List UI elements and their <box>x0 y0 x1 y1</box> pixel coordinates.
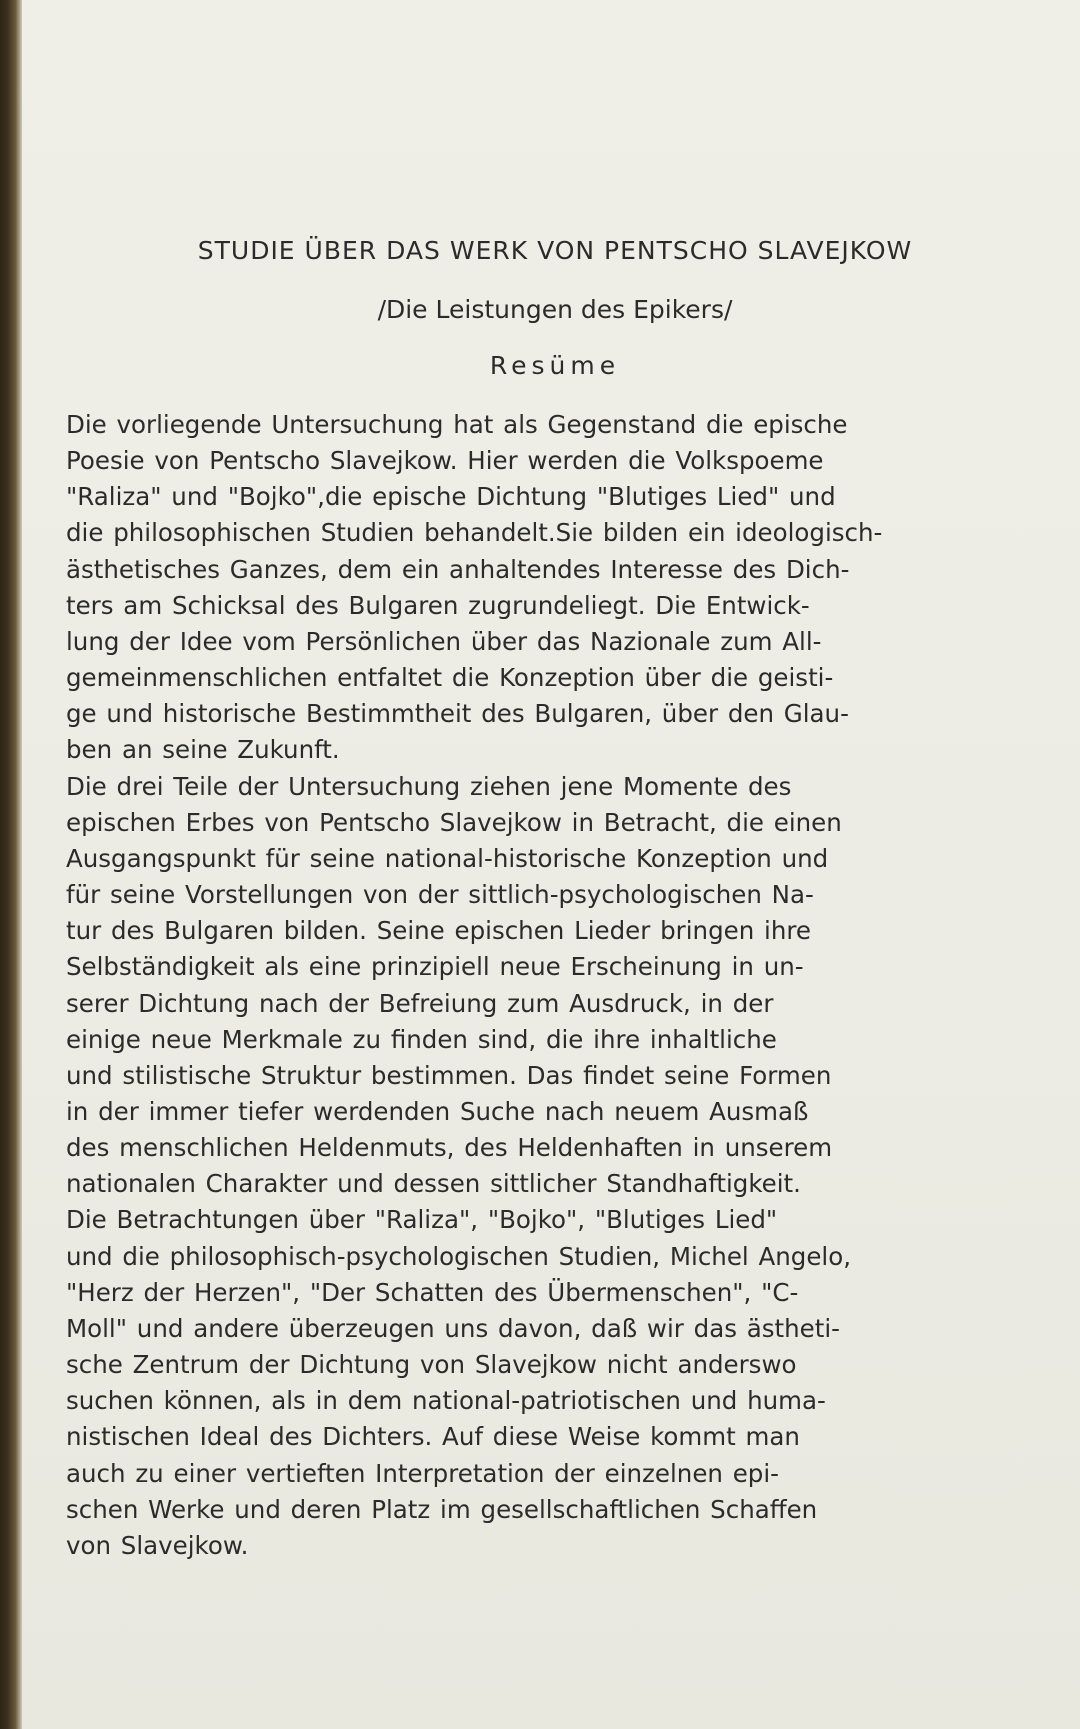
text-line: lung der Idee vom Persönlichen über das Nazionale zum All- <box>66 626 822 656</box>
text-line: des menschlichen Heldenmuts, des Heldenhaften in unserem <box>66 1133 833 1163</box>
text-line: Die Betrachtungen über "Raliza", "Bojko", "Blutiges Lied" <box>66 1205 778 1235</box>
text-line: für seine Vorstellungen von der sittlich-psychologischen Na- <box>66 880 814 910</box>
text-line: gemeinmenschlichen entfaltet die Konzeption über die geisti- <box>66 663 834 693</box>
text-line: nistischen Ideal des Dichters. Auf diese Weise kommt man <box>66 1422 800 1452</box>
text-line: Ausgangspunkt für seine national-historische Konzeption und <box>66 843 829 873</box>
text-line: ben an seine Zukunft. <box>66 735 340 765</box>
text-line: Die drei Teile der Untersuchung ziehen jene Momente des <box>66 771 792 801</box>
text-line: ge und historische Bestimmtheit des Bulgaren, über den Glau- <box>66 699 849 729</box>
text-line: Poesie von Pentscho Slavejkow. Hier werden die Volkspoeme <box>66 446 824 476</box>
text-line: epischen Erbes von Pentscho Slavejkow in Betracht, die einen <box>66 807 842 837</box>
text-line: "Herz der Herzen", "Der Schatten des Übermenschen", "C- <box>66 1277 799 1307</box>
document-title: STUDIE ÜBER DAS WERK VON PENTSCHO SLAVEJKOW <box>197 236 913 265</box>
text-line: Die vorliegende Untersuchung hat als Gegenstand die epische <box>66 410 848 439</box>
text-line: und die philosophisch-psychologischen Studien, Michel Angelo, <box>66 1241 851 1271</box>
text-line: ters am Schicksal des Bulgaren zugrundeliegt. Die Entwick- <box>66 590 810 620</box>
text-line: einige neue Merkmale zu finden sind, die ihre inhaltliche <box>66 1024 777 1054</box>
page-binding-edge <box>0 0 22 1729</box>
text-line: in der immer tiefer werdenden Suche nach neuem Ausmaß <box>66 1096 809 1126</box>
text-line: "Raliza" und "Bojko",die epische Dichtung "Blutiges Lied" und <box>66 482 836 512</box>
document-subtitle: /Die Leistungen des Epikers/ <box>377 295 733 324</box>
text-line: serer Dichtung nach der Befreiung zum Ausdruck, in der <box>66 988 774 1018</box>
text-line: die philosophischen Studien behandelt.Sie bilden ein ideologisch- <box>66 518 883 548</box>
text-line: ästhetisches Ganzes, dem ein anhaltendes Interesse des Dich- <box>66 554 850 584</box>
body-text <box>66 407 1031 1564</box>
text-line: tur des Bulgaren bilden. Seine epischen Lieder bringen ihre <box>66 916 811 946</box>
text-line: von Slavejkow. <box>66 1530 249 1560</box>
text-line: Selbständigkeit als eine prinzipiell neue Erscheinung in un- <box>66 952 804 982</box>
text-line: nationalen Charakter und dessen sittlicher Standhaftigkeit. <box>66 1169 801 1199</box>
text-line: schen Werke und deren Platz im gesellschaftlichen Schaffen <box>66 1494 818 1524</box>
text-line: Moll" und andere überzeugen uns davon, daß wir das ästheti- <box>66 1313 840 1343</box>
text-line: und stilistische Struktur bestimmen. Das findet seine Formen <box>66 1060 832 1090</box>
section-heading: Resüme <box>489 351 621 380</box>
text-line: sche Zentrum der Dichtung von Slavejkow nicht anderswo <box>66 1350 797 1380</box>
text-line: auch zu einer vertieften Interpretation der einzelnen epi- <box>66 1458 779 1488</box>
text-line: suchen können, als in dem national-patriotischen und huma- <box>66 1386 826 1416</box>
